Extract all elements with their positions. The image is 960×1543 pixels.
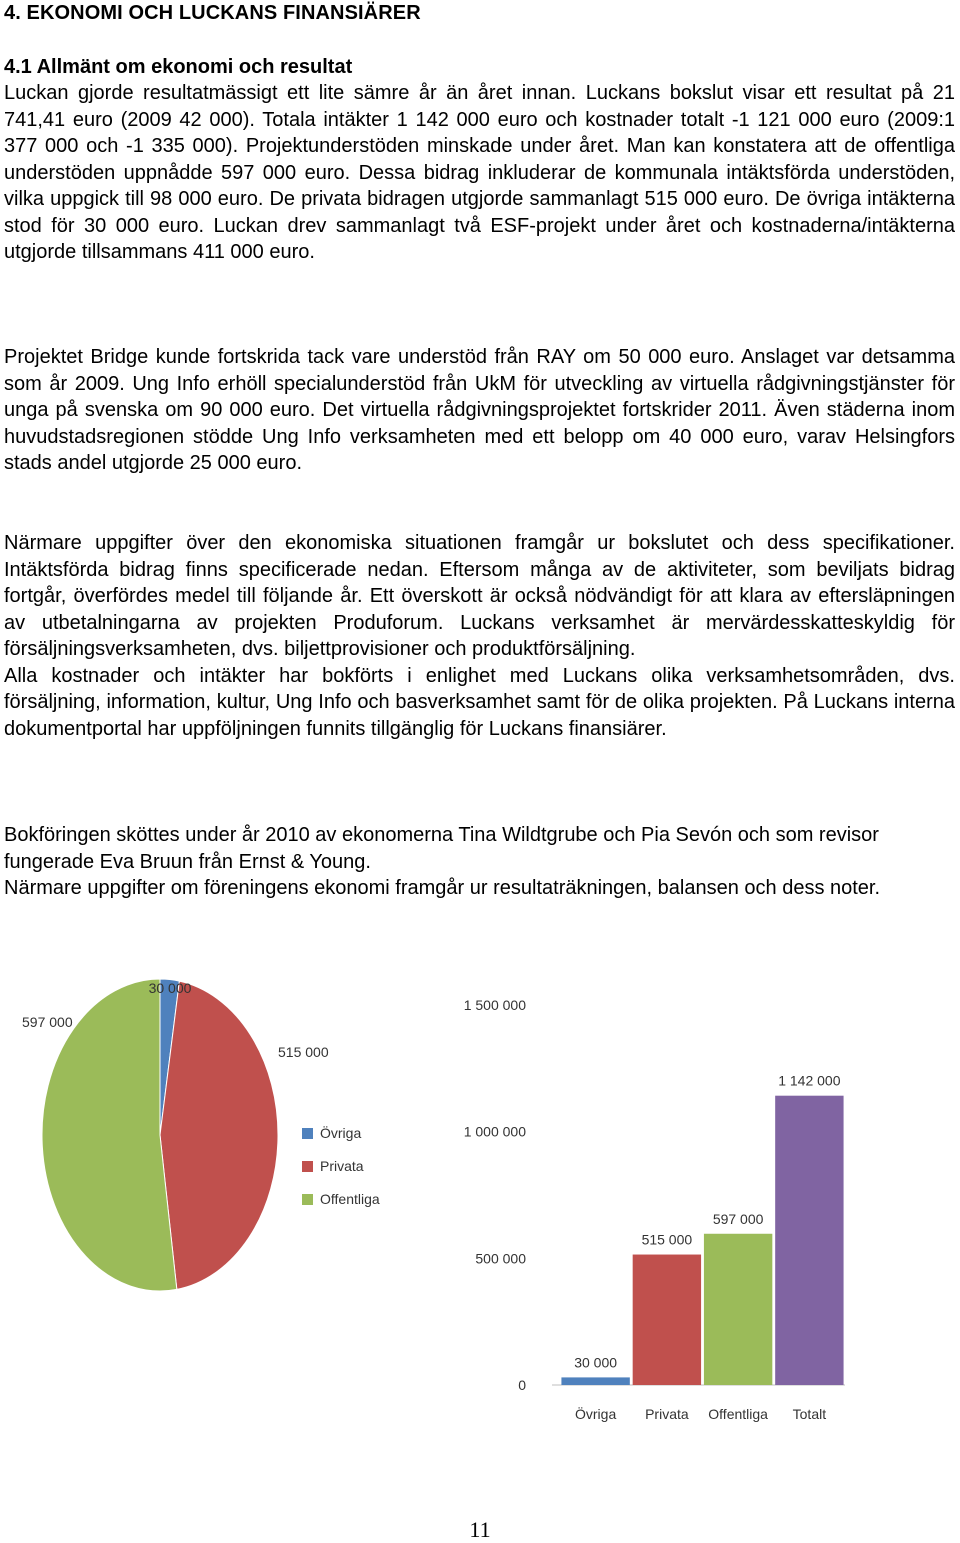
section-heading: 4. EKONOMI OCH LUCKANS FINANSIÄRER xyxy=(4,2,421,24)
pie-chart xyxy=(0,960,430,1290)
x-tick-label: Övriga xyxy=(575,1406,617,1422)
legend-label: Övriga xyxy=(320,1125,362,1141)
bar-value-label: 515 000 xyxy=(641,1231,693,1248)
pie-slice-privata xyxy=(160,981,278,1289)
y-tick-label: 1 500 000 xyxy=(463,997,526,1013)
paragraph-details xyxy=(4,530,955,742)
pie-value-label: 597 000 xyxy=(22,1014,73,1030)
x-tick-label: Totalt xyxy=(792,1406,827,1422)
y-tick-label: 500 000 xyxy=(475,1250,526,1267)
y-tick-label: 0 xyxy=(518,1377,526,1393)
paragraph-accounting xyxy=(4,822,955,902)
bar-value-label: 597 000 xyxy=(712,1210,764,1227)
bar-value-label: 30 000 xyxy=(574,1354,618,1371)
paragraph-details-b: Alla kostnader och intäkter har bokförts i enlighet med Luckans olika verksamhetsområden, dvs. försäljning, information, kultur, Ung Info och basverksamhet samt för de olika projekten. På Luckans interna dokumentportal har uppföljningen funnits tillgänglig för Luckans finansiärer. xyxy=(4,664,955,740)
bar-totalt xyxy=(775,1096,843,1385)
paragraph-bridge: Projektet Bridge kunde fortskrida tack vare understöd från RAY om 50 000 euro. Anslaget var detsamma som år 2009. Ung Info erhöll specialunderstöd från UkM för utveckling av virtuella rådgivningstjänster för unga på svenska om 90 000 euro. Det virtuella rådgivningsprojektet fortskrider 2011. Även städerna inom huvudstadsregionen stödde Ung Info verksamheten med ett belopp om 40 000 euro, varav Helsingfors stads andel utgjorde 25 000 euro. xyxy=(4,346,955,474)
bar-privata xyxy=(633,1255,701,1385)
legend-swatch xyxy=(302,1194,313,1205)
bar-chart xyxy=(463,985,890,1435)
bar-value-label: 1 142 000 xyxy=(778,1072,841,1089)
pie-value-label: 30 000 xyxy=(148,980,192,996)
pie-value-label: 515 000 xyxy=(278,1044,329,1060)
legend-swatch xyxy=(302,1161,313,1172)
y-tick-label: 1 000 000 xyxy=(463,1123,526,1140)
legend-swatch xyxy=(302,1128,313,1139)
paragraph-accounting-a: Bokföringen sköttes under år 2010 av ekonomerna Tina Wildtgrube och Pia Sevón och som revisor fungerade Eva Bruun från Ernst & Young. xyxy=(4,824,879,873)
legend-label: Offentliga xyxy=(320,1191,380,1207)
bar-offentliga xyxy=(704,1234,772,1385)
x-tick-label: Privata xyxy=(645,1406,689,1422)
legend-label: Privata xyxy=(320,1158,364,1174)
paragraph-details-a: Närmare uppgifter över den ekonomiska situationen framgår ur bokslutet och dess specifikationer. Intäktsförda bidrag finns specificerade nedan. Eftersom många av de aktiviteter, som beviljats bidrag fortgår, överfördes medel till följande år. Ett överskott är också nödvändigt för att klara av eftersläpningen av utbetalningarna av projekten Produforum. Luckans verksamhet är mervärdesskatteskyldig för försäljningsverksamheten, dvs. biljettprovisioner och produktförsäljning. xyxy=(4,532,955,660)
x-tick-label: Offentliga xyxy=(708,1406,768,1422)
subsection-heading: 4.1 Allmänt om ekonomi och resultat xyxy=(4,56,353,78)
paragraph-result: Luckan gjorde resultatmässigt ett lite sämre år än året innan. Luckans bokslut visar ett resultat på 21 741,41 euro (2009 42 000). Totala intäkter 1 142 000 euro och kostnader totalt -1 121 000 euro (2009:1 377 000 och -1 335 000). Projektunderstöden minskade under året. Man kan konstatera att de offentliga understöden uppnådde 597 000 euro. Dessa bidrag inkluderar de kommunala intäktsförda understöden, vilka uppgick till 98 000 euro. De privata bidragen utgjorde sammanlagt 515 000 euro. De övriga intäkterna stod för 30 000 euro. Luckan drev sammanlagt två ESF-projekt under året och kostnaderna/intäkterna utgjorde tillsammans 411 000 euro. xyxy=(4,82,955,263)
paragraph-accounting-b: Närmare uppgifter om föreningens ekonomi framgår ur resultaträkningen, balansen och dess noter. xyxy=(4,877,881,899)
bar-övriga xyxy=(561,1377,629,1385)
page-number: 11 xyxy=(469,1517,491,1542)
